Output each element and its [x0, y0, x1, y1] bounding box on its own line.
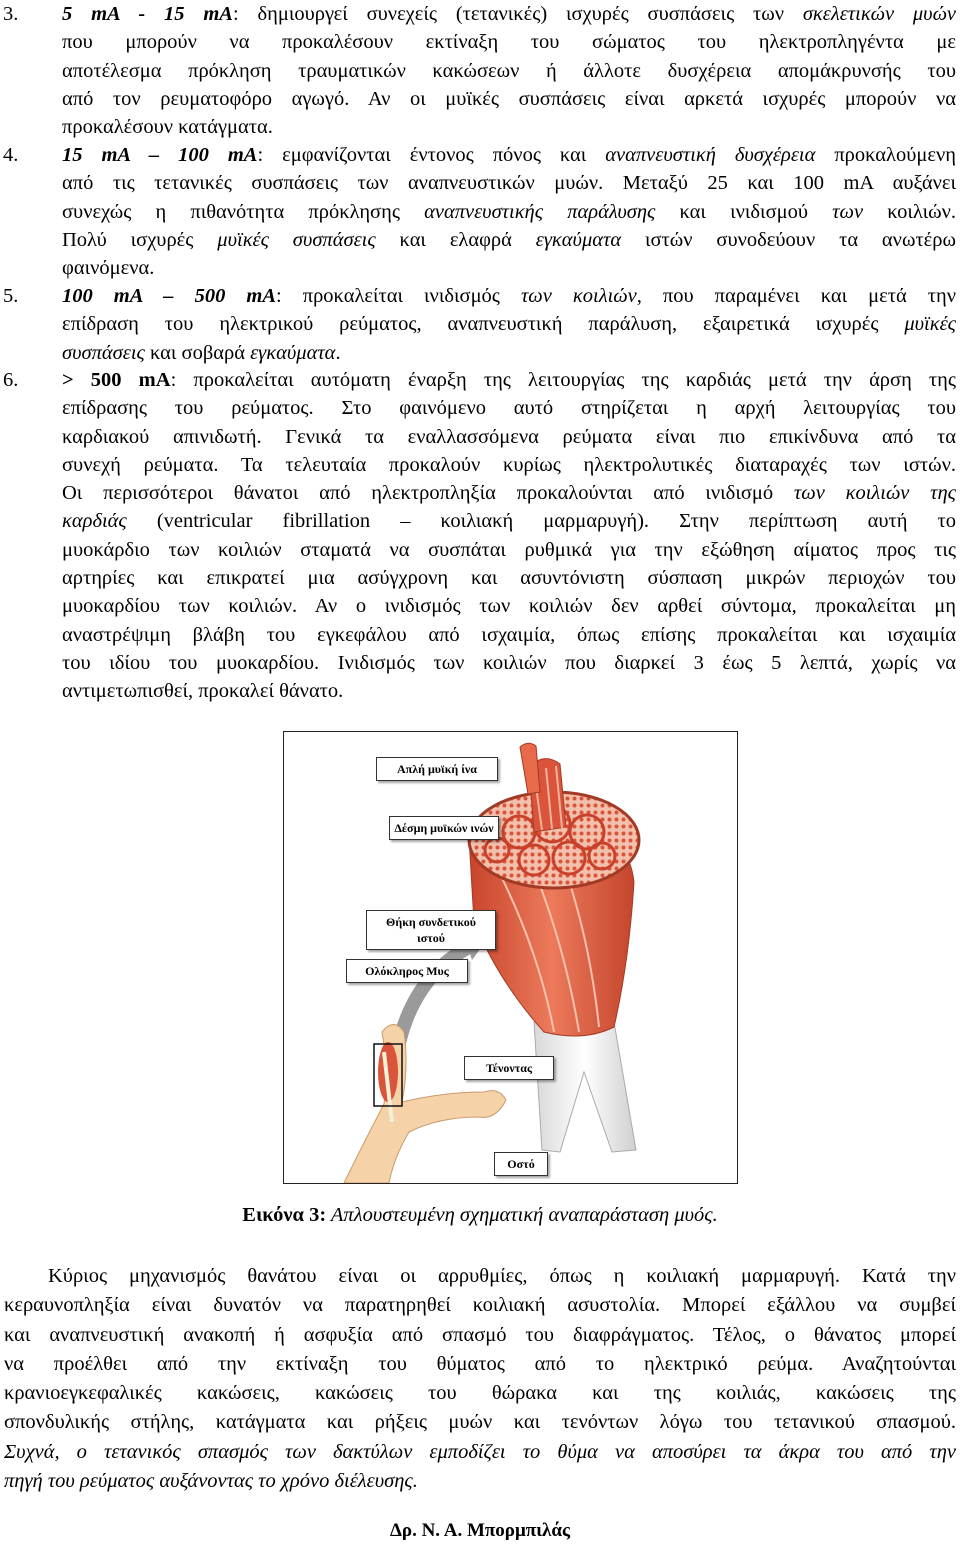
text-run: , που παραμένει και μετά την	[636, 285, 957, 307]
text-run: συνεχή ρεύματα. Τα τελευταία προκαλούν κυρίως ηλεκτρολυτικές διαταραχές των ιστών.	[62, 453, 956, 476]
body-paragraph	[4, 1262, 956, 1496]
list-item-6	[0, 366, 960, 706]
text-line	[62, 28, 956, 56]
list-number: 3.	[3, 3, 19, 25]
fiber-bundle-label: Δέσμη μυϊκών ινών	[389, 816, 499, 840]
text-run: Οι περισσότεροι θάνατοι από ηλεκτροπληξία προκαλούνται από ινιδισμό	[62, 482, 794, 505]
muscle-figure	[283, 731, 738, 1184]
text-run: να προέλθει από την εκτίναξη του θύματος από το ηλεκτρικό ρεύμα. Αναζητούνται	[4, 1352, 956, 1375]
muscle-anatomy-illustration	[284, 732, 737, 1183]
list-number: 6.	[3, 369, 19, 391]
list-item-4	[0, 141, 960, 282]
text-run: σπονδυλικής στήλης, κατάγματα και ρήξεις μυών και τενόντων λόγω του τετανικού σπασμού.	[4, 1411, 956, 1434]
text-run: των	[832, 200, 864, 223]
list-item-text	[62, 0, 956, 141]
text-run: που μπορούν να προκαλέσουν εκτίναξη του σώματος του ηλεκτροπληγέντα με	[62, 31, 956, 54]
text-line	[62, 451, 956, 479]
text-run: σκελετικών μυών	[802, 3, 956, 25]
caption-text: Απλουστευμένη σχηματική αναπαράσταση μυός.	[326, 1204, 718, 1226]
figure-caption	[0, 1204, 960, 1227]
text-run: από τον ρευματοφόρο αγωγό. Αν οι μυϊκές συσπάσεις είναι αρκετά ισχυρές μπορούν να	[62, 87, 956, 110]
text-line	[4, 1321, 956, 1350]
bone-label: Οστό	[494, 1152, 548, 1176]
text-run: Πολύ ισχυρές	[62, 228, 218, 251]
text-line	[62, 536, 956, 564]
text-run: 5 mA - 15 mA	[62, 3, 233, 25]
text-run: αναστρέψιμη βλάβη του εγκεφάλου από ισχαιμία, όπως επίσης προκαλείται και ισχαιμία	[62, 623, 956, 646]
text-run: καρδιάς	[62, 510, 127, 533]
list-item-text	[62, 282, 956, 367]
text-run: αρτηρίες και επικρατεί μια ασύγχρονη και ασυντόνιστη σύσπαση μικρών περιοχών του	[62, 567, 956, 590]
text-run: ιστών συνοδεύουν τα ανωτέρω	[621, 228, 957, 251]
text-line	[4, 1467, 956, 1496]
text-line	[62, 649, 956, 677]
text-run: (ventricular fibrillation – κοιλιακή μαρμαρυγή). Στην περίπτωση αυτή το	[126, 510, 956, 533]
text-run: μυοκάρδιο των κοιλιών σταματά να συσπάται ρυθμικά για την εξώθηση αίματος προς τις	[62, 538, 956, 561]
text-line	[62, 169, 956, 197]
text-run: συνεχώς η πιθανότητα πρόκλησης	[62, 200, 425, 223]
text-line	[62, 113, 956, 141]
text-run: επίδραση του ηλεκτρικού ρεύματος, αναπνευστική παράλυση, εξαιρετικά ισχυρές	[62, 313, 905, 336]
text-line	[4, 1379, 956, 1408]
text-line	[62, 254, 956, 282]
text-run: : εμφανίζονται έντονος πόνος και	[257, 144, 606, 166]
list-item-text	[62, 141, 956, 282]
text-run: Κύριος μηχανισμός θανάτου είναι οι αρρυθμίες, όπως η κοιλιακή μαρμαρυγή. Κατά την	[48, 1265, 956, 1287]
text-run: εγκαύματα	[250, 341, 336, 364]
text-run: των κοιλιών της	[793, 482, 956, 505]
list-number: 5.	[3, 285, 19, 307]
arm-shape	[344, 1025, 506, 1184]
text-line	[62, 479, 956, 507]
text-run: φαινόμενα.	[62, 257, 155, 280]
text-run: και αναπνευστική ανακοπή ή ασφυξία από σπασμό του διαφράγματος. Τέλος, ο θάνατος μπορεί	[4, 1323, 956, 1346]
author-footer: Δρ. Ν. Α. Μπορμπιλάς	[389, 1520, 570, 1541]
text-line	[4, 1262, 956, 1291]
text-run: : δημιουργεί συνεχείς (τετανικές) ισχυρές συσπάσεις των	[232, 3, 803, 25]
text-run: 100 mA – 500 mA	[62, 285, 276, 307]
text-line	[62, 282, 956, 310]
text-line	[62, 310, 956, 338]
text-run: μυοκαρδίου των κοιλιών. Αν ο ινιδισμός των κοιλιών δεν αρθεί σύντομα, προκαλείται μη	[62, 595, 956, 618]
text-line	[62, 507, 956, 535]
text-line	[62, 85, 956, 113]
text-run: αναπνευστικής παράλυσης	[424, 200, 656, 223]
text-line	[62, 366, 956, 394]
text-run: μυϊκές	[904, 313, 956, 336]
text-run: 15 mA – 100 mA	[62, 144, 258, 166]
text-run: κεραυνοπληξία είναι δυνατόν να παρατηρηθεί κοιλιακή ασυστολία. Μπορεί εξάλλου να συμβεί	[4, 1294, 956, 1317]
text-line	[62, 339, 956, 367]
text-run: κρανιοεγκεφαλικές κακώσεις, κακώσεις του θώρακα και της κοιλιάς, κακώσεις της	[4, 1382, 956, 1405]
text-run: : προκαλείται αυτόματη έναρξη της λειτουργίας της καρδιάς μετά την άρση της	[170, 369, 957, 391]
list-number: 4.	[3, 144, 19, 166]
fiber-label: Απλή μυϊκή ίνα	[376, 757, 498, 781]
tendon-shape	[534, 1022, 636, 1152]
text-run: επίδρασης του ρεύματος. Στο φαινόμενο αυτό στηρίζεται η αρχή λειτουργίας του	[62, 397, 956, 420]
text-run: προκαλέσουν κατάγματα.	[62, 116, 273, 139]
text-line	[62, 592, 956, 620]
text-line	[62, 394, 956, 422]
list-item-5	[0, 282, 960, 367]
text-line	[62, 423, 956, 451]
text-run: κοιλιών.	[863, 200, 956, 223]
connective-sheath-label: Θήκη συνδετικού ιστού	[366, 910, 496, 950]
single-fiber-shape	[520, 743, 540, 794]
text-run: και σοβαρά	[144, 341, 251, 364]
text-run: αναπνευστική δυσχέρεια	[605, 144, 816, 166]
text-run: πηγή του ρεύματος αυξάνοντας το χρόνο διέλευσης.	[4, 1470, 418, 1493]
text-run: Συχνά, ο τετανικός σπασμός των δακτύλων εμποδίζει το θύμα να αποσύρει τα άκρα του από την	[4, 1440, 956, 1463]
text-run: καρδιακού απινιδωτή. Γενικά τα εναλλασσόμενα ρεύματα είναι πιο επικίνδυνα από τα	[62, 425, 956, 448]
text-line	[4, 1291, 956, 1320]
text-run: αντιμετωπισθεί, προκαλεί θάνατο.	[62, 680, 344, 703]
text-line	[62, 564, 956, 592]
text-line	[62, 621, 956, 649]
list-item-text	[62, 366, 956, 706]
text-line	[62, 226, 956, 254]
text-line	[62, 57, 956, 85]
text-run: εγκαύματα	[535, 228, 622, 251]
text-run: και ινιδισμού	[655, 200, 833, 223]
text-run: συσπάσεις	[62, 341, 145, 364]
text-run: των κοιλιών	[520, 285, 637, 307]
text-run: και ελαφρά	[375, 228, 536, 251]
caption-number: Εικόνα 3:	[242, 1204, 327, 1226]
text-run: μυϊκές συσπάσεις	[217, 228, 376, 251]
text-run: : προκαλείται ινιδισμός	[276, 285, 521, 307]
text-line	[4, 1438, 956, 1467]
whole-muscle-label: Ολόκληρος Μυς	[346, 959, 468, 983]
text-run: από τις τετανικές συσπάσεις των αναπνευστικών μυών. Μεταξύ 25 και 100 mA αυξάνει	[62, 172, 956, 195]
text-line	[62, 141, 956, 169]
text-run: αποτέλεσμα πρόκληση τραυματικών κακώσεων ή άλλοτε δυσχέρεια απομάκρυνσής του	[62, 59, 956, 82]
tendon-label: Τένοντας	[464, 1056, 554, 1080]
list-item-3	[0, 0, 960, 141]
text-line	[62, 677, 956, 705]
text-run: > 500 mA	[62, 369, 171, 391]
text-run: .	[335, 341, 341, 364]
text-run: προκαλούμενη	[815, 144, 956, 166]
text-run: του ιδίου του μυοκαρδίου. Ινιδισμός των κοιλιών που διαρκεί 3 έως 5 λεπτά, χωρίς να	[62, 651, 956, 674]
text-line	[4, 1408, 956, 1437]
text-line	[62, 198, 956, 226]
text-line	[62, 0, 956, 28]
text-line	[4, 1350, 956, 1379]
